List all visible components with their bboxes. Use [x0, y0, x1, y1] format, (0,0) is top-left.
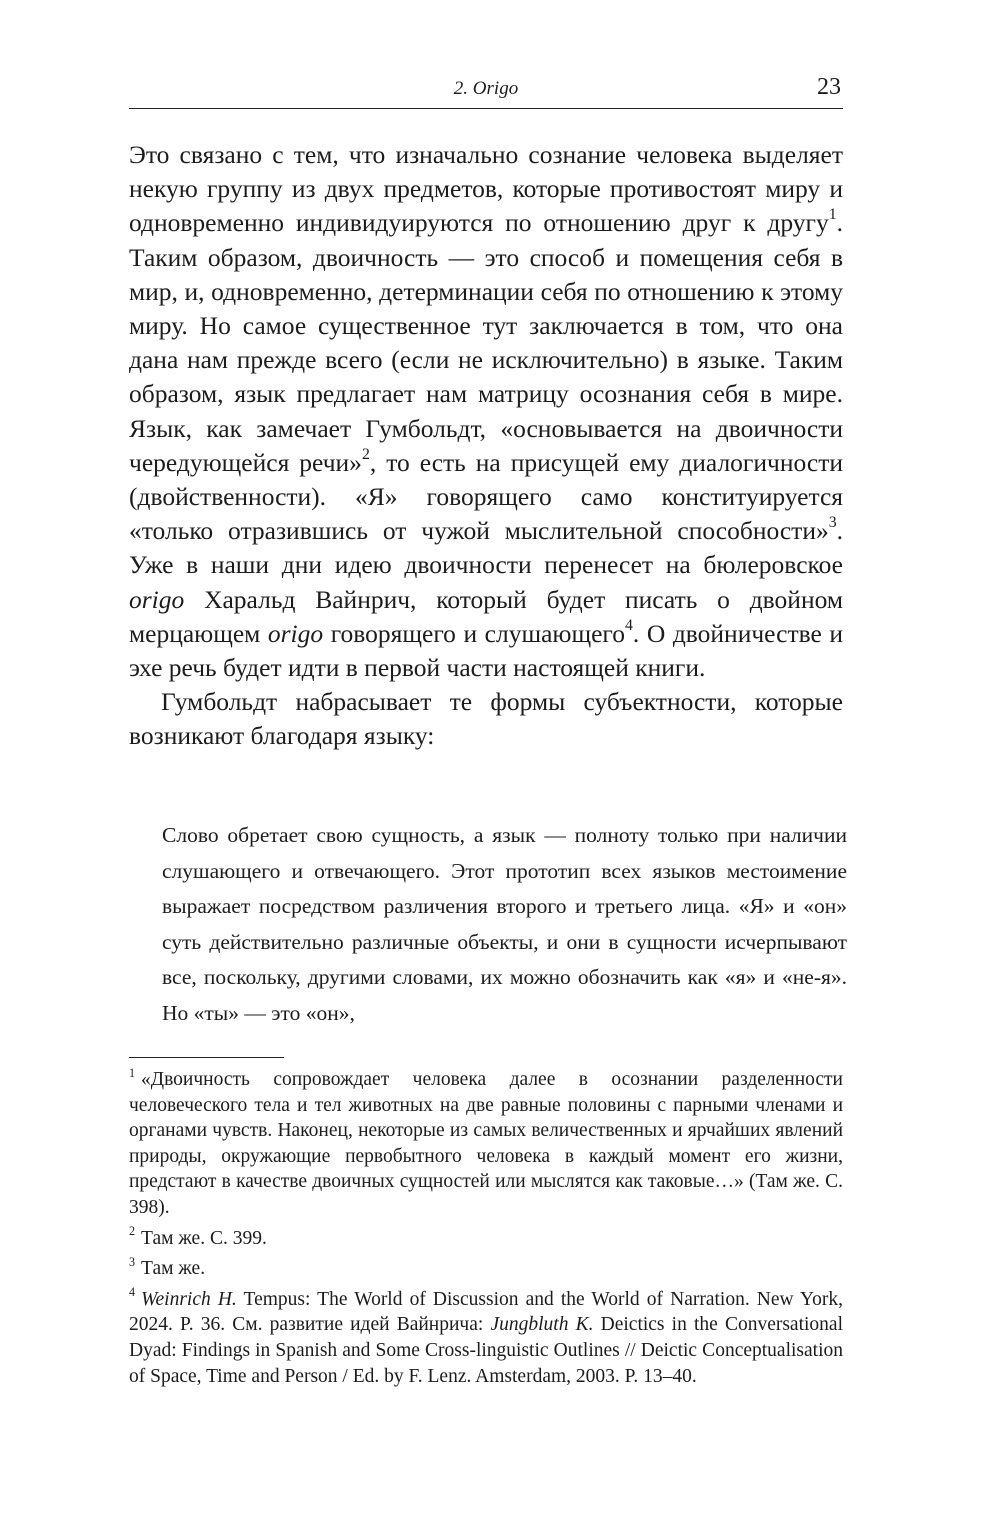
- footnote-mark: 3: [129, 1254, 136, 1269]
- paragraph-2: Гумбольдт набрасывает те формы субъектности, которые возникают благодаря языку:: [129, 687, 843, 751]
- text-run: Харальд Вайнрич, который будет писать о двойном мерцающем: [129, 584, 843, 648]
- footnote-mark: 2: [129, 1224, 136, 1239]
- quote-text: Слово обретает свою сущность, а язык — полноту только при наличии слушающего и отвечающего. Этот прототип всех языков местоимение выражает посредством различения второго и третьего лица. «Я» и «он» суть действительно различные объекты, и они в сущности исчерпывают все, поскольку, другими словами, их можно обозначить как «я» и «не-я». Но «ты» — это «он»,: [162, 823, 847, 1025]
- text-run: Это связано с тем, что изначально сознание человека выделяет некую группу из двух предметов, которые противостоят миру и одновременно индивидуируются по отношению друг к другу: [129, 140, 843, 238]
- footnote-ref-2[interactable]: 2: [361, 445, 370, 463]
- main-text: [129, 138, 843, 754]
- footnote-text: Deictics in the Conversational Dyad: Findings in Spanish and Some Cross-linguistic Outlines // Deictic Conceptualisation of Space, Time and Person / Ed. by F. Lenz. Amsterdam, 2003. P. 13–40.: [129, 1314, 843, 1387]
- footnote-text: Tempus: The World of Discussion and the World of Narration. New York, 2024. P. 36. См. развитие идей Вайнрича:: [129, 1288, 843, 1336]
- author-name: Weinrich H.: [141, 1288, 237, 1310]
- footnote-mark: 4: [129, 1285, 136, 1300]
- text-run: говорящего и слушающего: [323, 618, 625, 648]
- footnote-ref-1[interactable]: 1: [828, 206, 837, 224]
- footnote-ref-3[interactable]: 3: [828, 514, 837, 532]
- text-run: , то есть на присущей ему диалогичности (двойственности). «Я» говорящего само конституируется «только отразившись от чужой мыслительной способности»: [129, 447, 843, 546]
- running-header: [129, 76, 843, 109]
- footnote-text: Там же.: [141, 1258, 206, 1280]
- footnote-text: Там же. С. 399.: [141, 1227, 267, 1249]
- footnotes: [129, 1067, 843, 1394]
- italic-term: origo: [129, 584, 185, 614]
- page-number: 23: [817, 74, 841, 100]
- footnote-1: [129, 1067, 843, 1221]
- footnote-2: [129, 1226, 843, 1252]
- footnote-4: [129, 1287, 843, 1389]
- footnote-3: [129, 1256, 843, 1282]
- footnote-separator: [129, 1057, 284, 1058]
- block-quote: [162, 818, 847, 1032]
- text-run: . О двойничестве и эхе речь будет идти в первой части настоящей книги.: [129, 618, 844, 683]
- footnote-text: «Двоичность сопровождает человека далее в осознании разделенности человеческого тела и тел животных на две равные половины с парными членами и органами чувств. Наконец, некоторые из самых величественных и ярчайших явлений природы, окружающие первобытного человека в каждый момент его жизни, предстают в качестве двоичных сущностей или мыслятся как таковые…» (Там же. С. 398).: [129, 1069, 843, 1218]
- footnote-mark: 1: [129, 1065, 136, 1080]
- author-name: Jungbluth K.: [490, 1314, 594, 1336]
- text-run: . Таким образом, двоичность — это способ и помещения себя в мир, и, одновременно, детерминации себя по отношению к этому миру. Но самое существенное тут заключается в том, что она дана нам прежде всего (если не исключительно) в языке. Таким образом, язык предлагает нам матрицу осознания себя в мире. Язык, как замечает Гумбольдт, «основывается на двоичности чередующейся речи»: [129, 208, 843, 477]
- text-run: . Уже в наши дни идею двоичности перенесет на бюлеровское: [129, 516, 843, 580]
- italic-term: origo: [267, 618, 324, 648]
- footnote-ref-4[interactable]: 4: [625, 617, 633, 634]
- paragraph-1: [129, 138, 843, 685]
- running-title: 2. Origo: [453, 78, 519, 99]
